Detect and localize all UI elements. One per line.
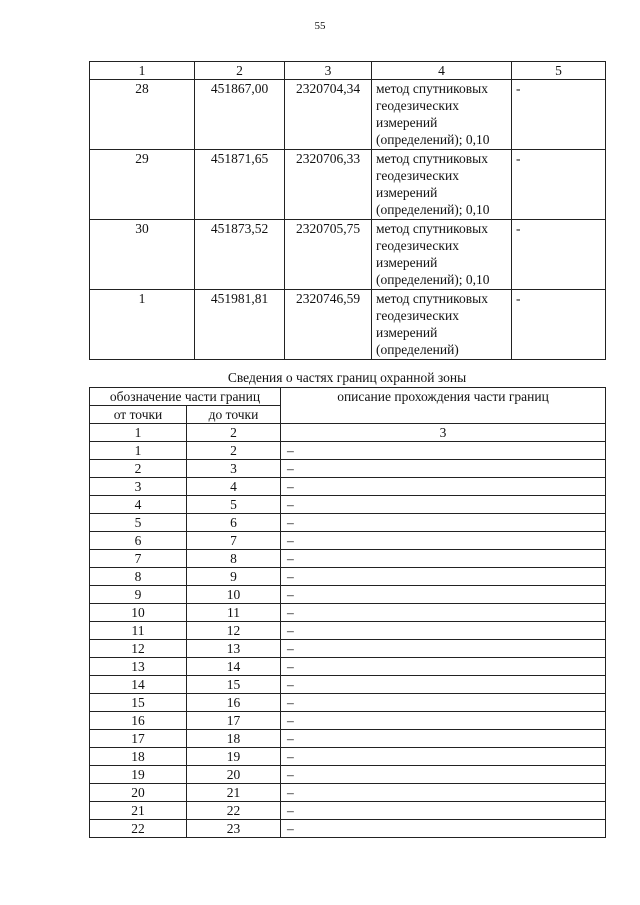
to-point: 11 bbox=[187, 604, 281, 622]
column-number-2: 2 bbox=[187, 424, 281, 442]
table-row bbox=[90, 532, 606, 550]
table-row bbox=[90, 604, 606, 622]
description: – bbox=[281, 802, 606, 820]
to-point: 6 bbox=[187, 514, 281, 532]
column-5-value: - bbox=[512, 290, 606, 360]
method-cell bbox=[372, 150, 512, 220]
method-line: метод спутниковых bbox=[376, 151, 488, 166]
description: – bbox=[281, 694, 606, 712]
method-line: измерений bbox=[376, 325, 438, 340]
from-point: 10 bbox=[90, 604, 187, 622]
table-header-row bbox=[90, 388, 606, 406]
description: – bbox=[281, 586, 606, 604]
description: – bbox=[281, 676, 606, 694]
column-5-value: - bbox=[512, 150, 606, 220]
from-point: 2 bbox=[90, 460, 187, 478]
from-point: 7 bbox=[90, 550, 187, 568]
table-row bbox=[90, 568, 606, 586]
from-point: 13 bbox=[90, 658, 187, 676]
description: – bbox=[281, 820, 606, 838]
method-line: метод спутниковых bbox=[376, 81, 488, 96]
to-point: 17 bbox=[187, 712, 281, 730]
table-row bbox=[90, 220, 606, 290]
to-point: 7 bbox=[187, 532, 281, 550]
from-point: 1 bbox=[90, 442, 187, 460]
to-point: 8 bbox=[187, 550, 281, 568]
description: – bbox=[281, 604, 606, 622]
table-row bbox=[90, 748, 606, 766]
table-row bbox=[90, 442, 606, 460]
column-5-value: - bbox=[512, 220, 606, 290]
coordinate-y: 2320706,33 bbox=[285, 150, 372, 220]
method-line: измерений bbox=[376, 115, 438, 130]
coordinate-x: 451867,00 bbox=[195, 80, 285, 150]
coordinate-y: 2320704,34 bbox=[285, 80, 372, 150]
header-description: описание прохождения части границ bbox=[281, 388, 606, 424]
point-number: 28 bbox=[90, 80, 195, 150]
to-point: 22 bbox=[187, 802, 281, 820]
to-point: 15 bbox=[187, 676, 281, 694]
table-row bbox=[90, 514, 606, 532]
table-row bbox=[90, 802, 606, 820]
table-row bbox=[90, 658, 606, 676]
from-point: 8 bbox=[90, 568, 187, 586]
table-row bbox=[90, 80, 606, 150]
to-point: 4 bbox=[187, 478, 281, 496]
page-number: 55 bbox=[314, 20, 326, 32]
column-number-3: 3 bbox=[285, 62, 372, 80]
table-row bbox=[90, 676, 606, 694]
column-number-1: 1 bbox=[90, 424, 187, 442]
from-point: 5 bbox=[90, 514, 187, 532]
method-line: (определений); 0,10 bbox=[376, 202, 490, 217]
column-5-value: - bbox=[512, 80, 606, 150]
header-to-point: до точки bbox=[187, 406, 281, 424]
table-column-numbers-row bbox=[90, 424, 606, 442]
coordinate-x: 451871,65 bbox=[195, 150, 285, 220]
column-number-2: 2 bbox=[195, 62, 285, 80]
description: – bbox=[281, 550, 606, 568]
from-point: 19 bbox=[90, 766, 187, 784]
coordinates-table bbox=[89, 61, 606, 360]
coordinate-x: 451873,52 bbox=[195, 220, 285, 290]
to-point: 2 bbox=[187, 442, 281, 460]
to-point: 14 bbox=[187, 658, 281, 676]
boundary-parts-table bbox=[89, 387, 606, 838]
table-row bbox=[90, 622, 606, 640]
to-point: 12 bbox=[187, 622, 281, 640]
to-point: 3 bbox=[187, 460, 281, 478]
coordinate-y: 2320746,59 bbox=[285, 290, 372, 360]
table-row bbox=[90, 550, 606, 568]
column-number-3: 3 bbox=[281, 424, 606, 442]
from-point: 9 bbox=[90, 586, 187, 604]
method-line: метод спутниковых bbox=[376, 221, 488, 236]
from-point: 20 bbox=[90, 784, 187, 802]
header-boundary-designation: обозначение части границ bbox=[90, 388, 281, 406]
from-point: 6 bbox=[90, 532, 187, 550]
parts-caption: Сведения о частях границ охранной зоны bbox=[227, 370, 467, 385]
header-from-point: от точки bbox=[90, 406, 187, 424]
table-row bbox=[90, 712, 606, 730]
method-cell bbox=[372, 220, 512, 290]
description: – bbox=[281, 496, 606, 514]
to-point: 21 bbox=[187, 784, 281, 802]
column-number-5: 5 bbox=[512, 62, 606, 80]
table-row bbox=[90, 730, 606, 748]
table-row bbox=[90, 766, 606, 784]
column-number-4: 4 bbox=[372, 62, 512, 80]
method-line: измерений bbox=[376, 255, 438, 270]
method-line: метод спутниковых bbox=[376, 291, 488, 306]
method-line: (определений) bbox=[376, 342, 459, 357]
from-point: 22 bbox=[90, 820, 187, 838]
description: – bbox=[281, 532, 606, 550]
from-point: 12 bbox=[90, 640, 187, 658]
to-point: 5 bbox=[187, 496, 281, 514]
method-line: измерений bbox=[376, 185, 438, 200]
from-point: 4 bbox=[90, 496, 187, 514]
to-point: 18 bbox=[187, 730, 281, 748]
description: – bbox=[281, 712, 606, 730]
from-point: 21 bbox=[90, 802, 187, 820]
to-point: 10 bbox=[187, 586, 281, 604]
from-point: 18 bbox=[90, 748, 187, 766]
table-row bbox=[90, 478, 606, 496]
method-line: геодезических bbox=[376, 238, 459, 253]
table-row bbox=[90, 820, 606, 838]
table-header-row bbox=[90, 62, 606, 80]
description: – bbox=[281, 460, 606, 478]
table-row bbox=[90, 640, 606, 658]
from-point: 3 bbox=[90, 478, 187, 496]
table-row bbox=[90, 784, 606, 802]
method-line: геодезических bbox=[376, 308, 459, 323]
table-row bbox=[90, 586, 606, 604]
method-cell bbox=[372, 290, 512, 360]
from-point: 15 bbox=[90, 694, 187, 712]
table-row bbox=[90, 290, 606, 360]
column-number-1: 1 bbox=[90, 62, 195, 80]
to-point: 23 bbox=[187, 820, 281, 838]
to-point: 16 bbox=[187, 694, 281, 712]
method-line: геодезических bbox=[376, 168, 459, 183]
point-number: 29 bbox=[90, 150, 195, 220]
from-point: 14 bbox=[90, 676, 187, 694]
table-row bbox=[90, 496, 606, 514]
from-point: 17 bbox=[90, 730, 187, 748]
description: – bbox=[281, 766, 606, 784]
to-point: 19 bbox=[187, 748, 281, 766]
description: – bbox=[281, 658, 606, 676]
to-point: 20 bbox=[187, 766, 281, 784]
to-point: 9 bbox=[187, 568, 281, 586]
coordinate-y: 2320705,75 bbox=[285, 220, 372, 290]
table-row bbox=[90, 460, 606, 478]
method-line: (определений); 0,10 bbox=[376, 132, 490, 147]
to-point: 13 bbox=[187, 640, 281, 658]
description: – bbox=[281, 640, 606, 658]
coordinate-x: 451981,81 bbox=[195, 290, 285, 360]
description: – bbox=[281, 442, 606, 460]
table-row bbox=[90, 694, 606, 712]
method-cell bbox=[372, 80, 512, 150]
from-point: 16 bbox=[90, 712, 187, 730]
method-line: геодезических bbox=[376, 98, 459, 113]
description: – bbox=[281, 730, 606, 748]
method-line: (определений); 0,10 bbox=[376, 272, 490, 287]
description: – bbox=[281, 514, 606, 532]
description: – bbox=[281, 568, 606, 586]
from-point: 11 bbox=[90, 622, 187, 640]
description: – bbox=[281, 784, 606, 802]
description: – bbox=[281, 748, 606, 766]
point-number: 1 bbox=[90, 290, 195, 360]
description: – bbox=[281, 478, 606, 496]
table-row bbox=[90, 150, 606, 220]
description: – bbox=[281, 622, 606, 640]
point-number: 30 bbox=[90, 220, 195, 290]
